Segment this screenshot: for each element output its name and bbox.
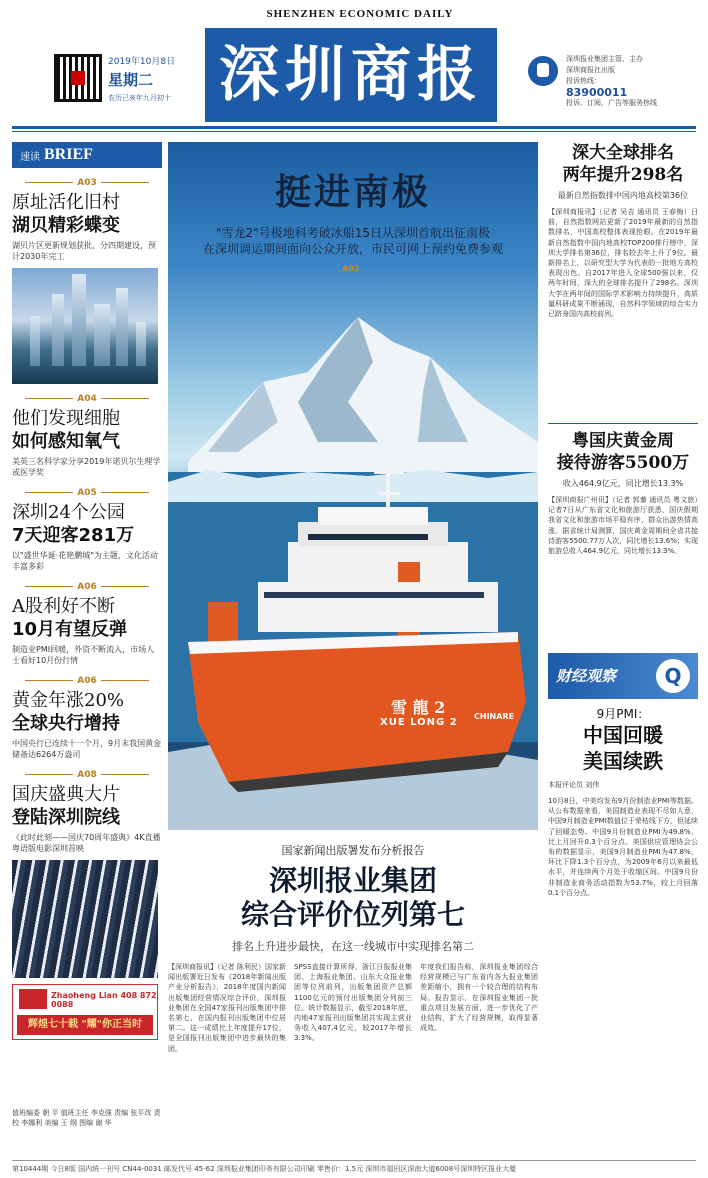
- page-ref: A05: [12, 488, 162, 498]
- issue-date: 2019年10月8日: [108, 57, 176, 67]
- page-ref: A06: [12, 582, 162, 592]
- column-label: 财经观察: [556, 667, 617, 685]
- page-ref: A08: [12, 770, 162, 780]
- lunar-date: 农历己亥年九月初十: [108, 94, 171, 102]
- lead-column: 年度我们报告称，深圳报业集团综合经营规模已与广东省内各大报业集团差距缩小，拥有一个较合理的结构布局。报告显示，在深圳报业集团一批重点项目发展方面，进一步优化了产业结构，扩大了经营规模，取得显著成效。: [420, 963, 538, 1033]
- story-headline: A股利好不断: [12, 596, 115, 617]
- story-headline: 美国续跌: [583, 749, 663, 773]
- story-headline-bold: 全球央行增持: [12, 713, 120, 734]
- brief-story[interactable]: [12, 770, 162, 854]
- ship-mark: CHINARE: [474, 712, 515, 721]
- story-headline: 原址活化旧村: [12, 192, 120, 213]
- page-ref: A04: [12, 394, 162, 404]
- publisher-info: [566, 54, 701, 109]
- group-logo-icon: [528, 56, 558, 86]
- story-headline: 中国回暖: [583, 723, 663, 747]
- lead-column: SPSS直接计算所得，浙江日报报业集团、上海报业集团、山东大众报业集团等位列前列，出版集团资产总额1100亿元的预付出版集团分列前三位。统计数据显示，截至2018年底，内地47家报刊出版集团共实现主营业务收入407.4亿元，较2017年增长3.3%。: [294, 963, 412, 1043]
- story-headline: 国庆盛典大片: [12, 784, 120, 805]
- ship-name-cn: 雪 龍 2: [391, 698, 446, 717]
- hotline-number: 83900011: [566, 86, 628, 99]
- story-body: 【深圳商报广州讯】（记者 郭蓁 通讯员 粤文旅）记者7日从广东省文化和旅游厅获悉，国庆假期我省文化和旅游市场平稳有序，群众出游热情高涨。据省统计局测算，国庆黄金周期间全省共接待游客5500.77万人次，同比增长13.6%；实现旅游总收入464.9亿元，同比增长13.3%。: [548, 496, 698, 556]
- cover-subtitle: 在深圳调运期间面向公众开放，市民可网上预约免费参观: [202, 242, 503, 256]
- english-title: SHENZHEN ECONOMIC DAILY: [266, 8, 454, 20]
- masthead: [0, 0, 708, 130]
- page-ref: A06: [12, 676, 162, 686]
- ad-brand: Zhaoheng Lian 408 872 0088: [51, 991, 157, 1009]
- story-headline: 黄金年涨20%: [12, 690, 125, 711]
- news-story[interactable]: [548, 423, 698, 645]
- story-headline-bold: 如何感知氧气: [12, 431, 120, 452]
- story-summary: 《此时此刻——国庆70周年盛典》4K直播粤语版电影深圳首映: [12, 833, 161, 853]
- brief-story[interactable]: [12, 394, 162, 478]
- cover-story: [168, 142, 538, 830]
- story-summary: 以"盛世华诞·花艳鹏城"为主题，文化活动丰富多彩: [12, 551, 158, 571]
- lead-headline: 深圳报业集团: [268, 864, 437, 897]
- story-headline: 他们发现细胞: [12, 408, 120, 429]
- publisher-line: 深圳商报社出版: [566, 66, 615, 74]
- brief-column: [12, 142, 162, 1040]
- story-summary: 湖贝片区更新规划获批，分四期建设，预计2030年完工: [12, 241, 156, 261]
- opinion-story[interactable]: [548, 705, 698, 1096]
- story-body: 10月8日，中美均发布9月份制造业PMI等数据。从公布数据来看，美国制造业表现不尽如人意，中国9月制造业PMI数值位于荣枯线下方，但延续了回暖态势。中国9月份制造业PMI为49.8%，比上月回升0.3个百分点。美国供应管理协会公布的数据显示，美国9月制造业PMI为47.8%，环比下降1.3个百分点，为2009年6月以来最低水平，并连续两个月处于收缩区间。中国9月份非制造业商务活动指数为53.7%，较上月回落0.1个百分点。: [548, 797, 698, 897]
- cover-subtitle: "雪龙2"号极地科考破冰船15日从深圳首航出征南极: [216, 226, 490, 240]
- hotline-label: 投诉热线：: [566, 77, 601, 85]
- editor-credits: 值班编委 朝 平 值班主任 李克强 责编 张平改 责校 李娜利 美编 王 纲 图编 谢 华: [12, 1109, 161, 1127]
- ad-logo-icon: [19, 989, 47, 1009]
- lead-headline: 综合评价位列第七: [240, 898, 465, 931]
- lead-body: [168, 962, 538, 1098]
- weekday: 星期二: [108, 71, 154, 89]
- column-banner: [548, 653, 698, 699]
- publisher-note: 投诉、订阅、广告等服务热线: [566, 99, 657, 107]
- cover-title: 挺进南极: [274, 171, 431, 213]
- ad-banner: 辉煌七十载 "耀"你正当时: [17, 1015, 153, 1035]
- story-subhead: 收入464.9亿元，同比增长13.3%: [562, 479, 684, 488]
- page-ref: A02: [342, 264, 360, 273]
- story-summary: 制造业PMI回暖，外资不断流入，市场人士看好10月份行情: [12, 645, 155, 665]
- lead-column: 【深圳商报讯】（记者 陈利民）国家新闻出版署近日发布《2018年新闻出版产业分析报告》，2018年度国内新闻出版集团经营情况综合评价，深圳报业集团在全国47家报刊出版集团中排名第七，在国内报刊出版集团中位居第二。这一成绩比上年度提升17位，是全国报刊出版集团中进步最快的集团。: [168, 963, 286, 1053]
- parade-photo: [12, 860, 158, 978]
- story-headline-bold: 湖贝精彩蝶变: [12, 215, 120, 236]
- masthead-rule-thin: [12, 131, 696, 132]
- brief-cn-label: 速读: [20, 151, 40, 163]
- story-subhead: 最新自然指数排中国内地高校第36位: [557, 191, 689, 200]
- page-ref: A03: [12, 178, 162, 188]
- byline: 本报评论员 刘伟: [548, 781, 600, 789]
- brief-story[interactable]: [12, 488, 162, 572]
- lead-subhead: 排名上升进步最快，在这一线城市中实现排名第二: [232, 940, 474, 953]
- qr-code-icon[interactable]: [54, 54, 102, 102]
- right-column: [548, 142, 698, 1096]
- page-footer: 第10444期 今日8版 国内统一刊号 CN44-0031 邮发代号 45-62 深圳报业集团印务有限公司印刷 零售价：1.5元 深圳市福田区深南大道6008号深圳特区报业大厦: [12, 1160, 696, 1174]
- lead-story[interactable]: [168, 842, 538, 954]
- story-headline: 粤国庆黄金周: [572, 431, 674, 451]
- story-headline: 深圳24个公园: [12, 502, 125, 523]
- city-skyline-photo: [12, 268, 158, 384]
- story-headline-bold: 7天迎客281万: [12, 525, 135, 546]
- brief-header: [12, 142, 162, 168]
- story-headline: 深大全球排名: [572, 143, 674, 163]
- story-headline-bold: 10月有望反弹: [12, 619, 128, 640]
- date-box: [108, 54, 203, 103]
- brief-story[interactable]: [12, 676, 162, 760]
- story-summary: 美英三名科学家分享2019年诺贝尔生理学或医学奖: [12, 457, 161, 477]
- icebreaker-photo: [168, 142, 538, 830]
- newspaper-title: 深圳商报: [205, 28, 497, 122]
- brief-story[interactable]: [12, 178, 162, 262]
- brief-en-label: BRIEF: [44, 146, 93, 163]
- story-body: 【深圳商报讯】（记者 吴吉 通讯员 王春梅）日前，自然指数网站更新了2019年最新的自然指数排名，中国高校整体表现抢眼。在2019年最新自然指数中国内地高校TOP200排行榜中，深圳大学排名第36位，排名较去年上升了9位。最新排名上，以研究型大学为代表的一批地方高校表现出色。自2017年进入全球500强以来，仅两年时间，深大的全球排名提升了298名。深圳大学在两年间的国际学术影响力持续提升，高质量科研成果不断涌现，自然科学领域的综合实力已跻身国内高校前列。: [548, 208, 698, 319]
- masthead-rule: [12, 126, 696, 129]
- magnifier-icon: Q: [656, 659, 690, 693]
- ship-name-en: XUE LONG 2: [380, 717, 458, 728]
- brief-story[interactable]: [12, 582, 162, 666]
- story-tag: 9月PMI：: [596, 707, 650, 721]
- story-headline: 两年提升298名: [562, 165, 684, 185]
- story-headline-bold: 登陆深圳院线: [12, 807, 120, 828]
- story-headline: 接待游客5500万: [556, 453, 690, 473]
- story-summary: 中国央行已连续十一个月，9月末我国黄金储备达6264万盎司: [12, 739, 162, 759]
- advertisement[interactable]: [12, 984, 158, 1040]
- news-story[interactable]: [548, 142, 698, 415]
- publisher-line: 深圳报业集团主管、主办: [566, 55, 643, 63]
- lead-kicker: 国家新闻出版署发布分析报告: [281, 844, 425, 857]
